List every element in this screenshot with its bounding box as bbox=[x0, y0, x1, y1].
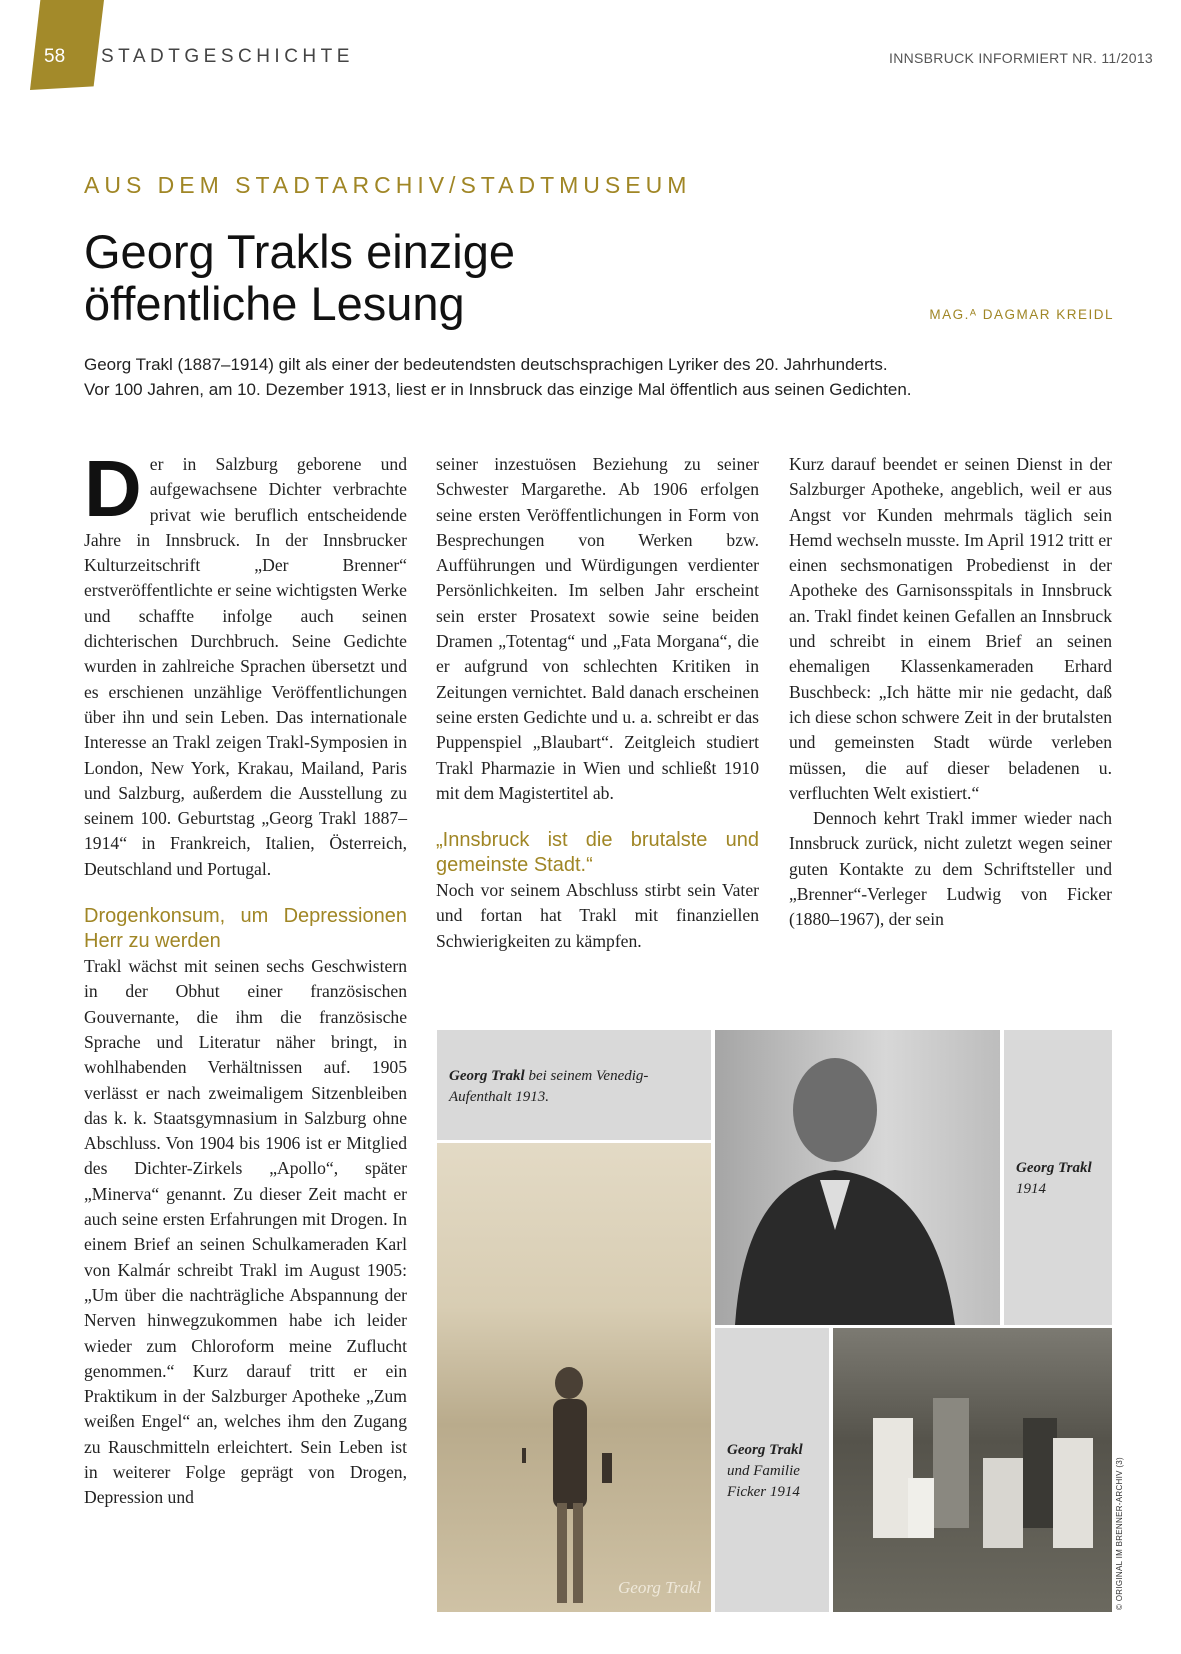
paragraph: Kurz darauf beendet er seinen Dienst in der Salzburger Apotheke, angeblich, weil er aus Angst vor Kunden mehrmals täglich sein Hemd wechseln musste. Im April 1912 tritt er einen sechsmonatigen Probedienst in der Apotheke des Garnisonsspitals in Innsbruck an. Trakl findet keinen Gefallen an Innsbruck und schreibt in einem Brief an seinen ehemaligen Klassenkameraden Erhard Buschbeck: „Ich hätte mir nie gedacht, daß ich diese schon schwere Zeit in der brutalsten und gemeinsten Stadt würde verleben müssen, die auf dieser beladenen u. verfluchten Welt existiert.“ bbox=[789, 454, 1112, 803]
article-title bbox=[84, 226, 515, 330]
caption-name: Georg Trakl bbox=[1016, 1160, 1092, 1176]
paragraph: Dennoch kehrt Trakl immer wieder nach Innsbruck zurück, nicht zuletzt wegen seiner guten Kontakte zu dem Schriftsteller und „Brenner“-Verleger Ludwig von Ficker (1880–1967), der sein bbox=[789, 808, 1112, 930]
caption-text: und Familie Ficker 1914 bbox=[727, 1463, 800, 1500]
intro-line: Vor 100 Jahren, am 10. Dezember 1913, liest er in Innsbruck das einzige Mal öffentlich aus seinen Gedichten. bbox=[84, 380, 912, 399]
caption-family bbox=[715, 1328, 829, 1612]
caption-text: bei seinem Venedig-Aufenthalt 1913. bbox=[449, 1068, 649, 1105]
column-2 bbox=[436, 452, 759, 954]
column-3 bbox=[789, 452, 1112, 933]
paragraph: er in Salzburg geborene und aufgewachsene Dichter verbrachte privat wie beruflich entscheidende Jahre in Innsbruck. In der Innsbrucker Kulturzeitschrift „Der Brenner“ erstveröffentlichte er seine wichtigsten Werke und schaffte infolge auch seinen dichterischen Durchbruch. Seine Gedichte wurden in zahlreiche Sprachen übersetzt und es erschienen unzählige Veröffentlichungen über ihn und sein Leben. Das internationale Interesse an Trakl zeigen Trakl-Symposien in London, New York, Krakau, Mailand, Paris und Salzburg, außerdem die Ausstellung zu seinem 100. Geburtstag „Georg Trakl 1887–1914“ in Frankreich, Italien, Österreich, Deutschland und Portugal. bbox=[84, 454, 407, 879]
photo-inscription: Georg Trakl bbox=[618, 1578, 701, 1597]
subheading: Drogenkonsum, um Depressionen Herr zu werden bbox=[84, 905, 407, 953]
family-illustration bbox=[833, 1328, 1112, 1612]
title-line: Georg Trakls einzige bbox=[84, 225, 516, 278]
author: MAG.ᴬ DAGMAR KREIDL bbox=[929, 307, 1114, 322]
paragraph: seiner inzestuösen Beziehung zu seiner Schwester Margarethe. Ab 1906 erfolgen seine ersten Veröffentlichungen in Form von Besprechungen von Werken bzw. Aufführungen und Würdigungen verdienter Persönlichkeiten. Im selben Jahr erscheint sein erster Prosatext sowie seine beiden Dramen „Totentag“ und „Fata Morgana“, die er aufgrund von schlechten Kritiken in Zeitungen vernichtet. Bald danach erscheinen seine ersten Gedichte und u. a. schreibt er das Puppenspiel „Blaubart“. Zeitgleich studiert Trakl Pharmazie in Wien und schließt 1910 mit dem Magistertitel ab. bbox=[436, 454, 759, 803]
kicker: AUS DEM STADTARCHIV/STADTMUSEUM bbox=[84, 172, 692, 198]
column-1 bbox=[84, 444, 407, 1511]
caption-text: 1914 bbox=[1016, 1181, 1046, 1197]
intro bbox=[84, 352, 1114, 402]
section-title: STADTGESCHICHTE bbox=[101, 46, 354, 67]
photo-family bbox=[833, 1328, 1112, 1612]
photo-credit: © ORIGINAL IM BRENNER-ARCHIV (3) bbox=[1115, 1457, 1124, 1610]
paragraph: Trakl wächst mit seinen sechs Geschwistern in der Obhut einer französischen Gouvernante, die ihm die französische Sprache und Literatur näher bringt, in wohlhabenden Verhältnissen auf. 1905 verlässt er nach zweimaligem Sitzenbleiben das k. k. Staatsgymnasium in Salzburg ohne Abschluss. Von 1904 bis 1906 ist er Mitglied des Dichter-Zirkels „Apollo“, später „Minerva“ genannt. Zu dieser Zeit macht er auch seine ersten Erfahrungen mit Drogen. In einem Brief an seinen Schulkameraden Karl von Kalmár schreibt Trakl im August 1905: „Um über die nachträgliche Abspannung der Nerven hinwegzukommen habe ich leider wieder zum Chloroform meine Zuflucht genommen.“ Kurz darauf tritt er ein Praktikum in der Salzburger Apotheke „Zum weißen Engel“ an, welches ihm den Zugang zu Rauschmitteln erleichtert. Sein Leben ist in weiterer Folge geprägt von Drogen, Depression und bbox=[84, 956, 407, 1508]
subheading: „Innsbruck ist die brutalste und gemeinste Stadt.“ bbox=[436, 829, 759, 877]
caption-portrait bbox=[1004, 1030, 1112, 1325]
portrait-illustration bbox=[715, 1030, 1000, 1325]
caption-venice bbox=[437, 1030, 711, 1140]
page-number: 58 bbox=[44, 46, 66, 67]
title-line: öffentliche Lesung bbox=[84, 277, 465, 330]
photo-beach bbox=[437, 1143, 711, 1612]
drop-cap: D bbox=[84, 444, 142, 533]
beach-figure-illustration bbox=[437, 1143, 711, 1612]
issue-label: INNSBRUCK INFORMIERT NR. 11/2013 bbox=[889, 50, 1153, 66]
caption-name: Georg Trakl bbox=[727, 1442, 803, 1458]
paragraph: Noch vor seinem Abschluss stirbt sein Vater und fortan hat Trakl mit finanziellen Schwierigkeiten zu kämpfen. bbox=[436, 880, 759, 951]
intro-line: Georg Trakl (1887–1914) gilt als einer der bedeutendsten deutschsprachigen Lyriker des 20. Jahrhunderts. bbox=[84, 355, 888, 374]
photo-portrait-1914 bbox=[715, 1030, 1000, 1325]
page-tab bbox=[30, 0, 104, 90]
caption-name: Georg Trakl bbox=[449, 1068, 525, 1084]
